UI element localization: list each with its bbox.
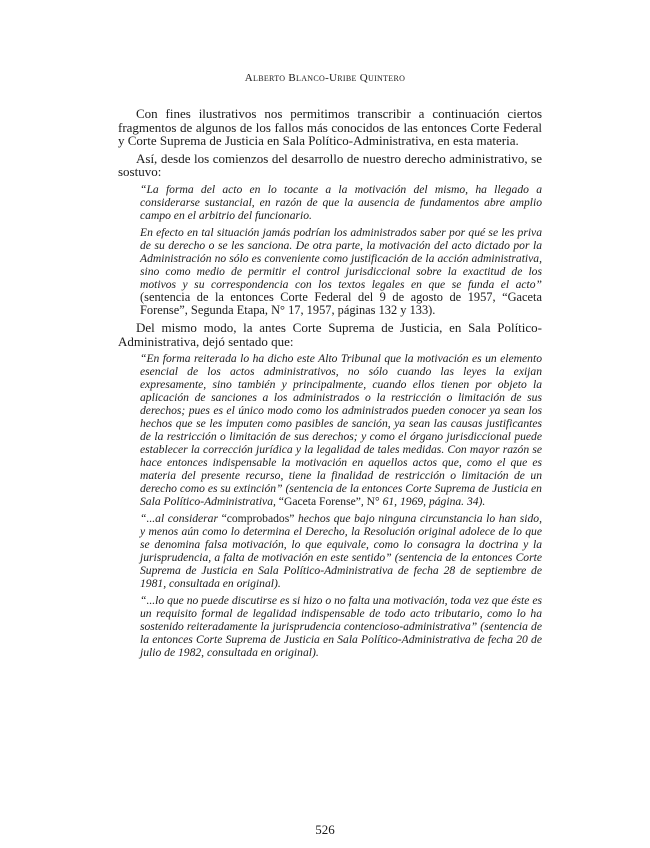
quote-csj-1969 bbox=[140, 352, 542, 508]
quote-citation-tail: 61, 1969, página. 34). bbox=[379, 495, 486, 509]
quote-citation: (sentencia de la entonces Corte Suprema de Justicia en Sala Político-Administrativa de fecha 20 de julio de 1982, consultada en original). bbox=[140, 620, 542, 660]
paragraph-mismo-modo: Del mismo modo, la antes Corte Suprema de Justicia, en Sala Político-Administrativa, dejó sentado que: bbox=[118, 319, 542, 349]
quote-number-sign: N° bbox=[366, 495, 380, 509]
quote-corte-federal-1: “La forma del acto en lo tocante a la motivación del mismo, ha llegado a considerarse sustancial, en razón de que la ausencia de fundamentos abre amplio campo en el arbitrio del funcionario. bbox=[140, 182, 542, 222]
page-body bbox=[118, 107, 542, 659]
quote-text: “En forma reiterada lo ha dicho este Alto Tribunal que la motivación es un elemento esencial de los actos administrativos, no sólo cuando las leyes la exijan expresamente, sino también y principalmente, cuando ellos tienen por objeto la aplicación de sanciones a los administrados o la restricción o limitación de sus derechos; pues es el único modo como los administrados pueden conocer ya sean los hechos que se les imputen como pasibles de sanción, ya sean las causas justificantes de la restricción o limitación de sus derechos; y como el órgano jurisdiccional puede establecer la corrección jurídica y la legalidad de tales medidas. Con mayor razón se hace entonces indispensable la motivación en aquellos actos que, como el que es materia del presente recurso, tiene la finalidad de restricción o limitación de un derecho como es su extinción” bbox=[140, 352, 542, 496]
quote-comma: , bbox=[360, 495, 367, 509]
quote-csj-1981 bbox=[140, 512, 542, 590]
quote-text-c: hechos que bajo ninguna circunstancia lo han sido, y menos aún como lo determina el Derecho, la Resolución original adolece de lo que se denomina falsa motivación, lo que equivale, como lo consagra la doctrina y la jurisprudencia, a falta de motivación en este sentido” bbox=[140, 512, 542, 565]
paragraph-asi: Así, desde los comienzos del desarrollo de nuestro derecho administrativo, se sostuvo: bbox=[118, 150, 542, 180]
quote-text: “...lo que no puede discutirse es si hizo o no falta una motivación, toda vez que éste es un requisito formal de legalidad indispensable de todo acto tributario, como lo ha sostenido reiteradamente la jurisprudencia contencioso-administrativa” bbox=[140, 594, 542, 634]
quote-gaceta: “Gaceta Forense” bbox=[278, 495, 361, 509]
quote-citation: (sentencia de la entonces Corte Federal del 9 de agosto de 1957, “Gaceta Forense”, Segunda Etapa, N° 17, 1957, páginas 132 y 133). bbox=[140, 289, 542, 317]
quote-text-a: “...al considerar bbox=[140, 512, 222, 526]
quote-corte-federal-2 bbox=[140, 226, 542, 317]
paragraph-intro: Con fines ilustrativos nos permitimos transcribir a continuación ciertos fragmentos de algunos de los fallos más conocidos de las entonces Corte Federal y Corte Suprema de Justicia en Sala Político-Administrativa, en esta materia. bbox=[118, 106, 542, 149]
page-number: 526 bbox=[315, 822, 335, 837]
quote-citation: (sentencia de la entonces Corte Suprema de Justicia en Sala Político-Administrativa, bbox=[140, 482, 542, 509]
quote-comprobados: “comprobados” bbox=[221, 512, 295, 526]
running-head: Alberto Blanco-Uribe Quintero bbox=[244, 72, 406, 84]
quote-text: En efecto en tal situación jamás podrían los administrados saber por qué se les priva de su derecho o se les sanciona. De otra parte, la motivación del acto dictado por la Administración no sólo es conveniente como justificación de la acción administrativa, sino como medio de permitir el control jurisdiccional sobre la exactitud de los motivos y su correspondencia con los textos legales en que se funda el acto” bbox=[140, 225, 542, 291]
quote-citation: (sentencia de la entonces Corte Suprema de Justicia en Sala Político-Administrativa de fecha 28 de septiembre de 1981, consultada en original). bbox=[140, 551, 542, 591]
quote-csj-1982 bbox=[140, 594, 542, 659]
